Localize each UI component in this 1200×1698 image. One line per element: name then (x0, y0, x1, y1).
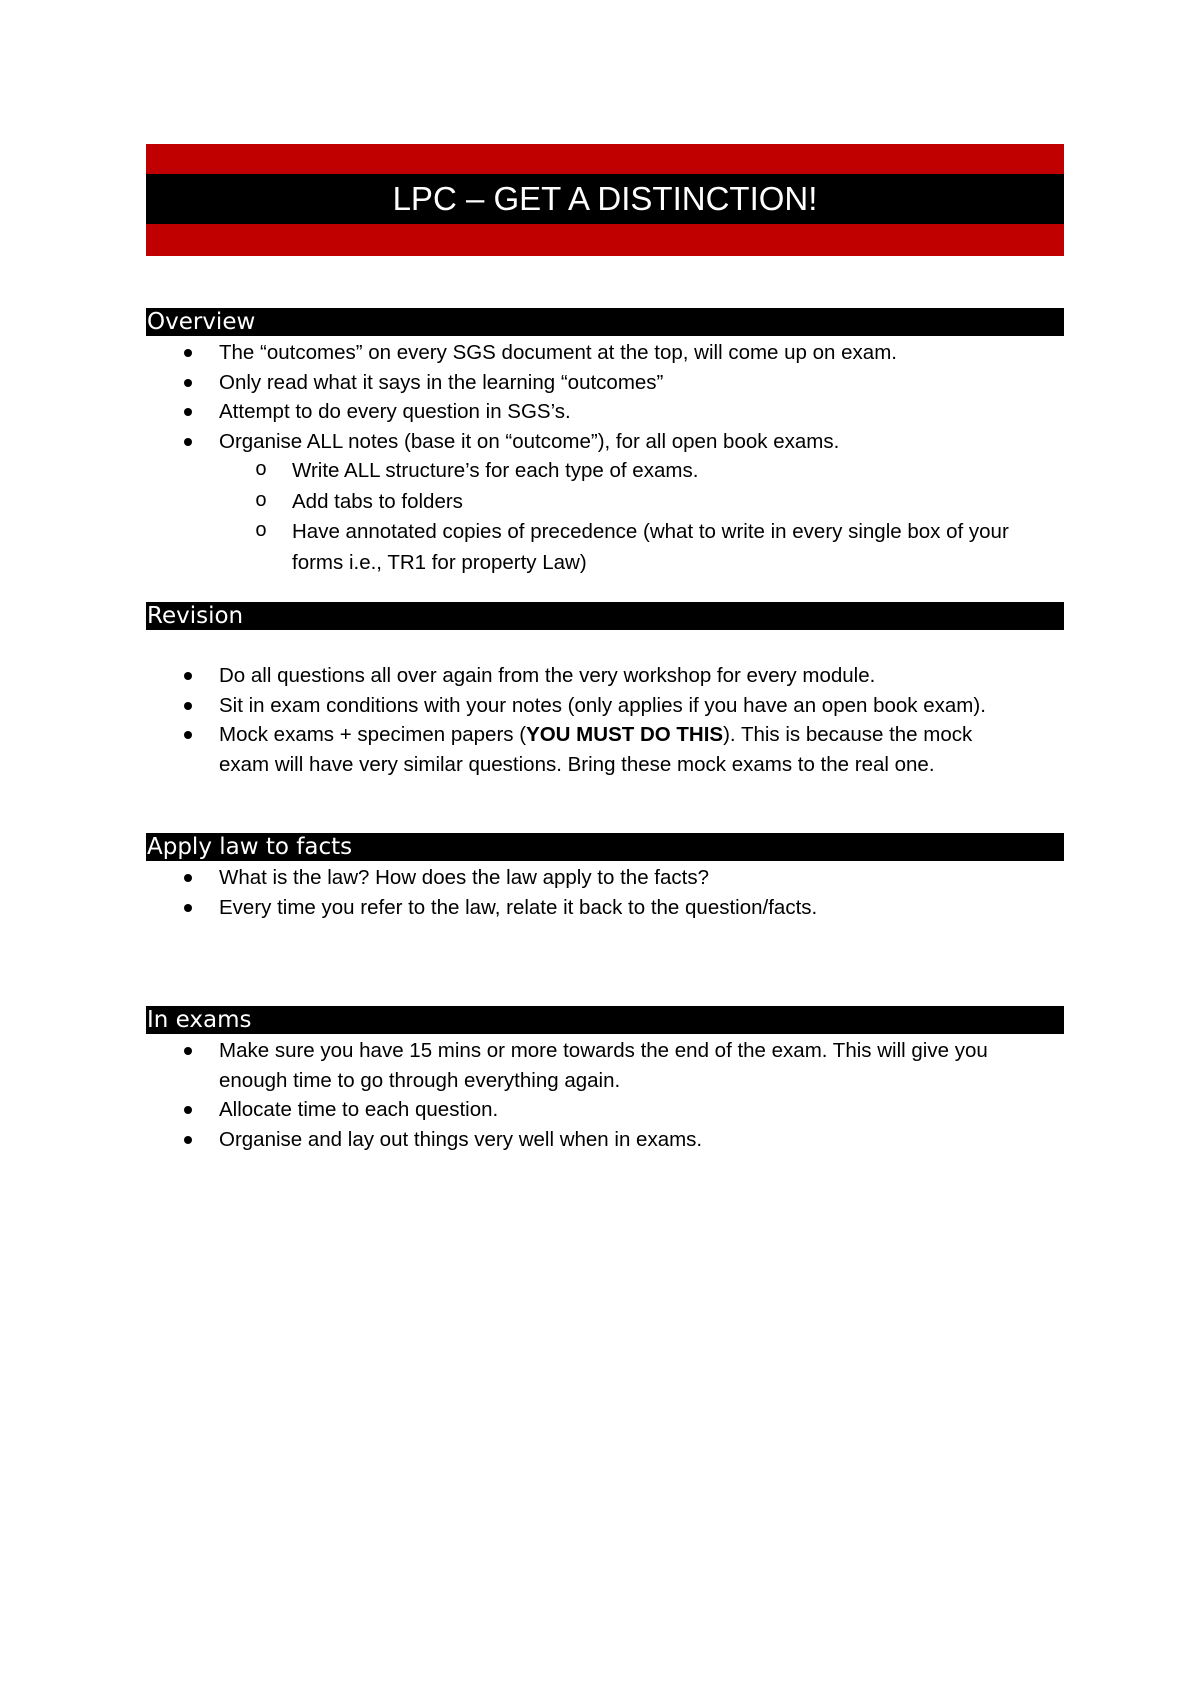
list-item: Only read what it says in the learning “outcomes” (146, 368, 1064, 398)
section-heading-in-exams: In exams (146, 1006, 1064, 1034)
list-item-text: Organise ALL notes (base it on “outcome”), for all open book exams. (219, 429, 840, 453)
in-exams-list (146, 1036, 1064, 1154)
list-item: The “outcomes” on every SGS document at the top, will come up on exam. (146, 338, 1064, 368)
list-item-with-sublist (146, 427, 1064, 579)
section-heading-apply-law: Apply law to facts (146, 833, 1064, 861)
list-item: Allocate time to each question. (146, 1095, 1064, 1125)
list-item-mock-exams (146, 720, 1064, 779)
revision-list (146, 661, 1064, 779)
banner-red-stripe-bottom (146, 224, 1064, 256)
mock-text-after: ). This is because the mock exam will have very similar questions. Bring these mock exams to the real one. (219, 723, 973, 776)
apply-law-list (146, 863, 1064, 922)
sublist-item: o Have annotated copies of precedence (what to write in every single box of your forms i.e., TR1 for property Law) (146, 517, 1056, 578)
list-item: What is the law? How does the law apply to the facts? (146, 863, 1064, 893)
section-heading-overview: Overview (146, 308, 1064, 336)
list-item: Every time you refer to the law, relate it back to the question/facts. (146, 893, 1064, 923)
title-banner (146, 144, 1064, 256)
list-item: Sit in exam conditions with your notes (only applies if you have an open book exam). (146, 691, 1064, 721)
overview-sublist (146, 456, 1056, 578)
list-item: Organise and lay out things very well when in exams. (146, 1125, 1064, 1155)
section-heading-revision: Revision (146, 602, 1064, 630)
mock-text-bold: YOU MUST DO THIS (526, 723, 724, 746)
mock-text-before: Mock exams + specimen papers ( (219, 723, 527, 746)
list-item: Do all questions all over again from the very workshop for every module. (146, 661, 1064, 691)
list-item: Attempt to do every question in SGS’s. (146, 397, 1064, 427)
overview-list (146, 338, 1064, 578)
sublist-item: o Add tabs to folders (146, 487, 1056, 518)
sublist-item: o Write ALL structure’s for each type of exams. (146, 456, 1056, 487)
banner-red-stripe-top (146, 144, 1064, 174)
list-item: Make sure you have 15 mins or more towards the end of the exam. This will give you enough time to go through everything again. (146, 1036, 1064, 1095)
page-title: LPC – GET A DISTINCTION! (146, 174, 1064, 224)
